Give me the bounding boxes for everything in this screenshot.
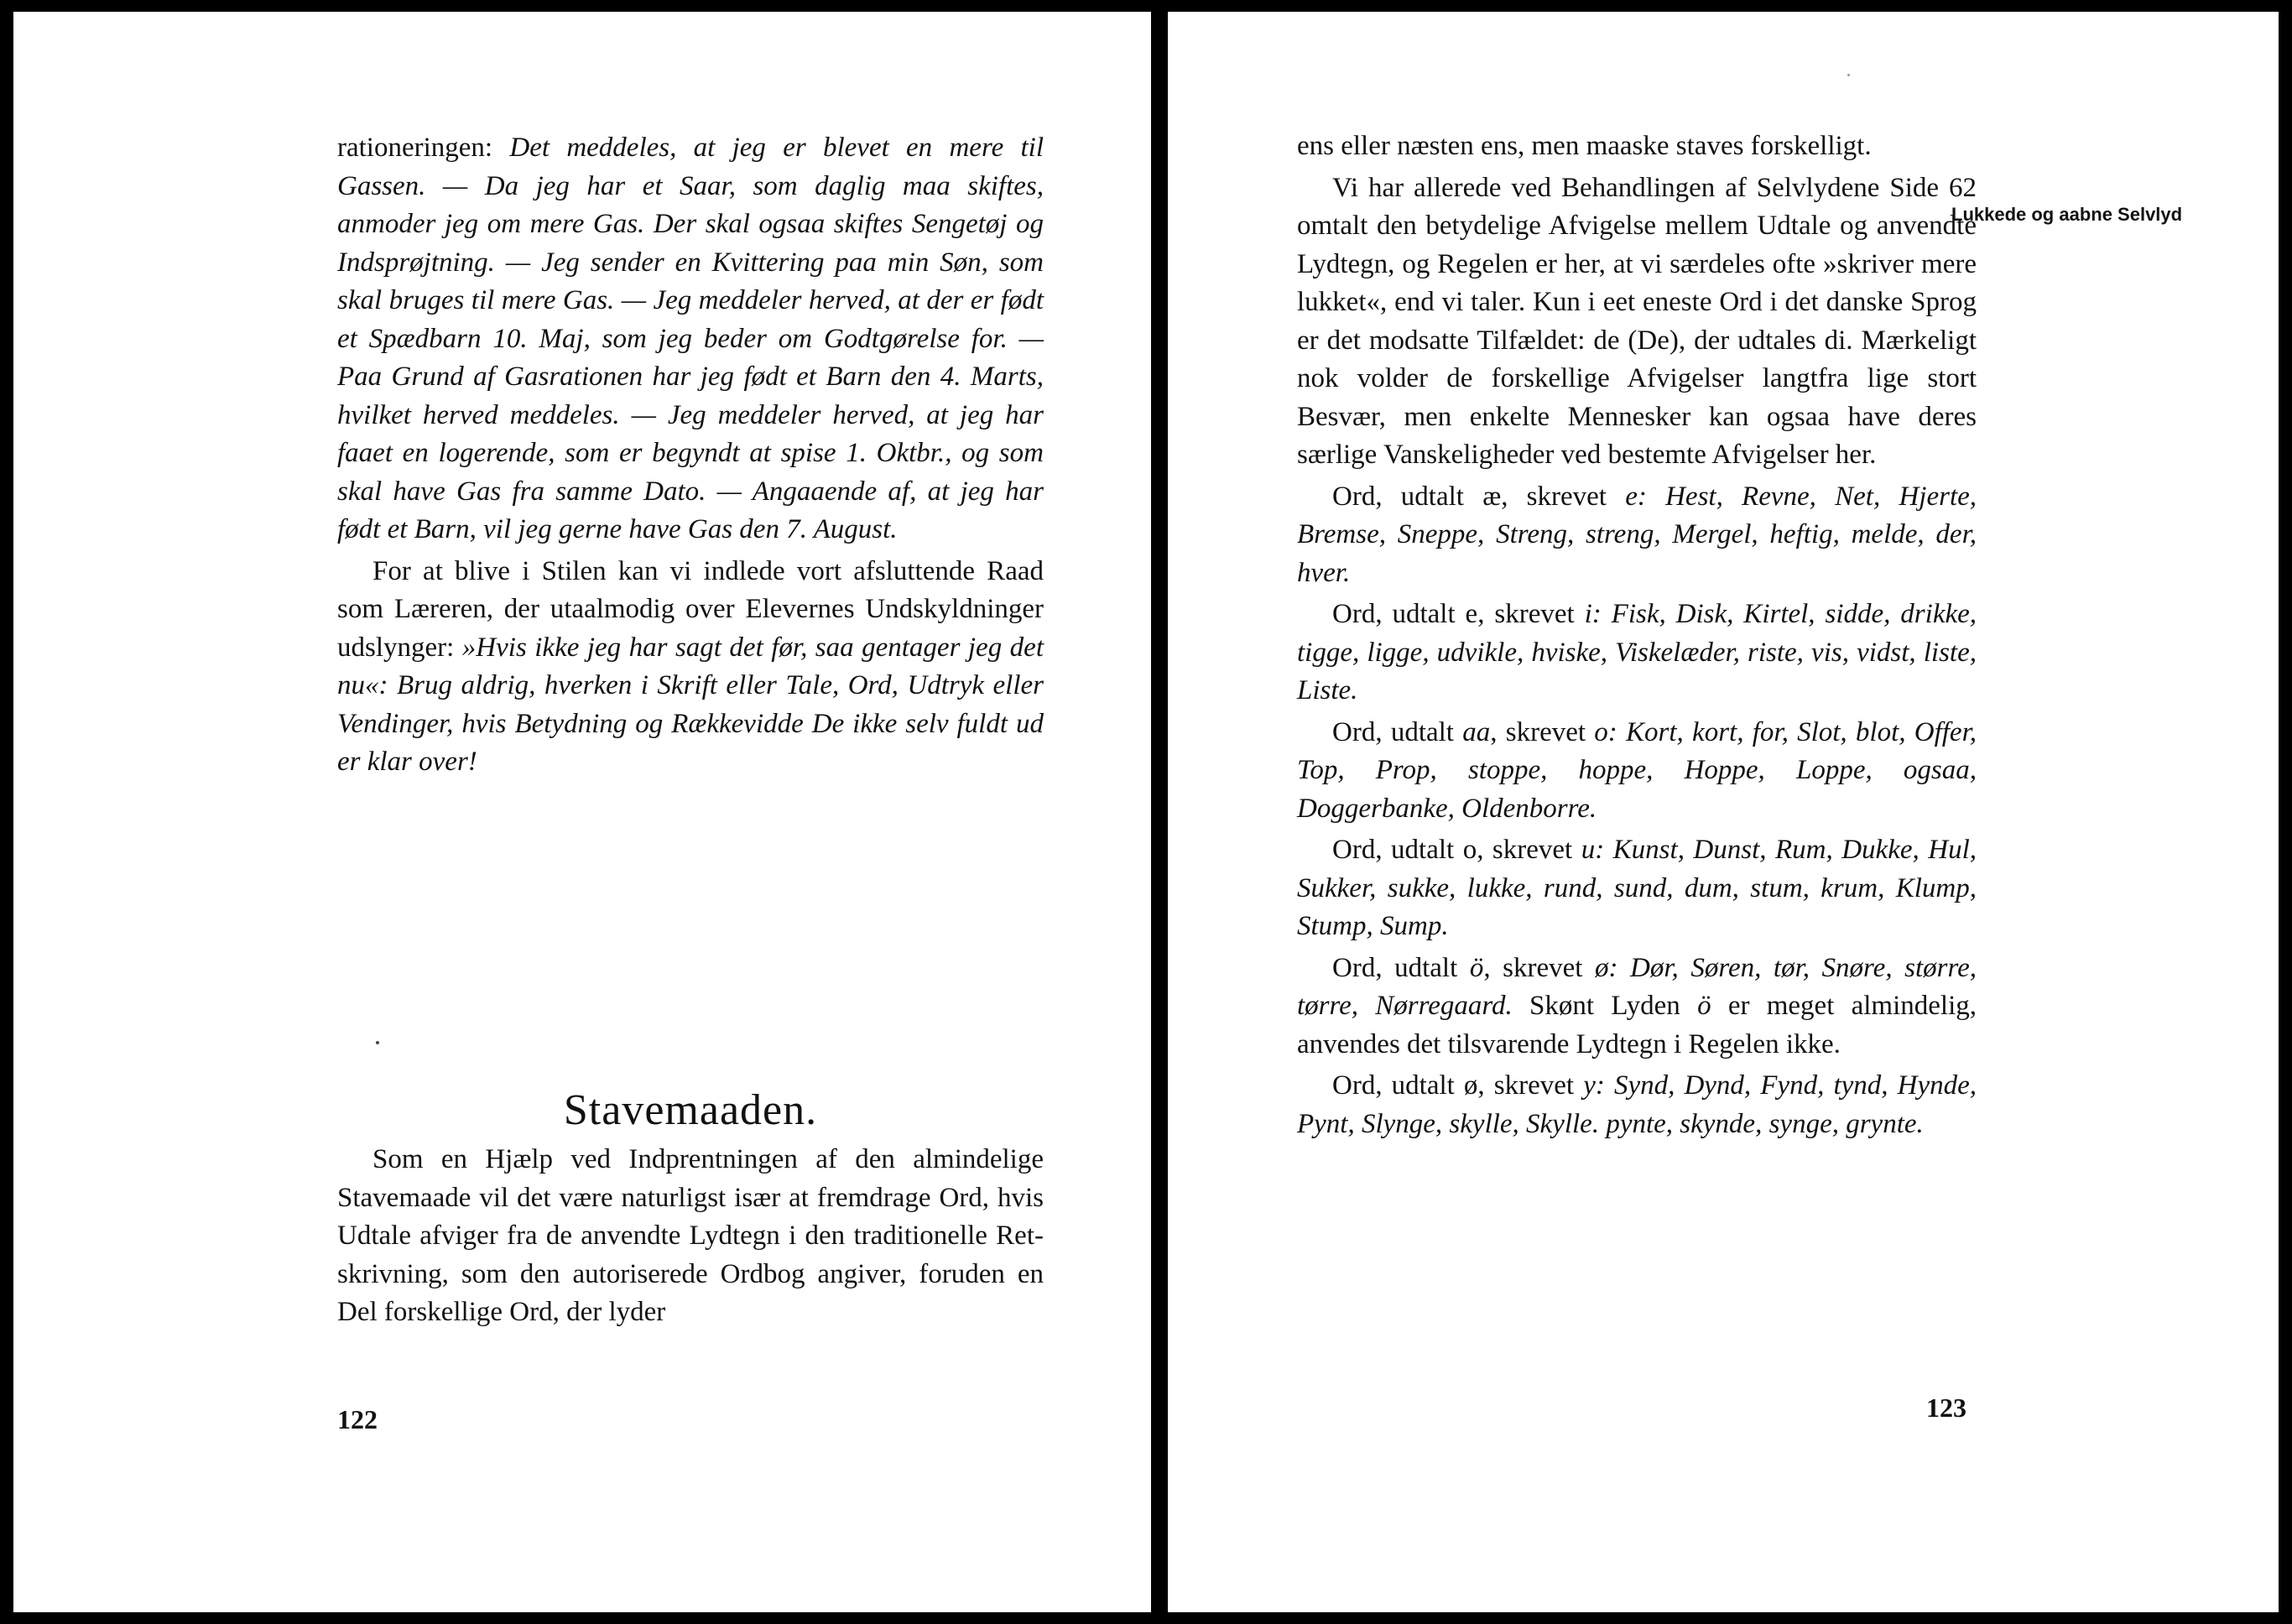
paragraph (337, 1141, 1044, 1332)
italic-text: »Hvis ikke jeg har sagt det før, saa gentager jeg det nu«: Brug aldrig, hverken i Skrift eller Tale, Ord, Udtryk eller Vendinger, hvis Betydning og Rækkevidde De ikke selv fuldt ud er klar over! (337, 632, 1044, 777)
left-page-section-body (337, 1141, 1044, 1332)
paragraph (1297, 169, 1977, 475)
margin-note: Lukkede og aabne Selvlyd (1951, 204, 2183, 225)
text-run: Ord, udtalt e, skrevet (1332, 599, 1585, 629)
paragraph (1297, 831, 1977, 946)
text-run: Ord, udtalt o, skrevet (1332, 835, 1581, 865)
italic-text: y: Synd, Dynd, Fynd, tynd, Hynde, Pynt, Slynge, skylle, Skylle. pynte, skynde, synge, grynte. (1297, 1070, 1977, 1139)
italic-text: i: Fisk, Disk, Kirtel, sidde, drikke, tigge, ligge, udvikle, hviske, Viskelæder, riste, vis, vidst, liste, Liste. (1297, 599, 1977, 705)
right-page (1168, 12, 2279, 1612)
text-run: Skønt Lyden (1512, 991, 1698, 1021)
paragraph (337, 129, 1044, 549)
italic-text: Det meddeles, at jeg er blevet en mere til Gassen. — Da jeg har et Saar, som daglig maa skiftes, anmoder jeg om mere Gas. Der skal ogsaa skiftes Sengetøj og Indsprøjtning. — Jeg sender en Kvittering paa min Søn, som skal bruges til mere Gas. — Jeg meddeler herved, at der er født et Spædbarn 10. Maj, som jeg beder om Godtgørelse for. — Paa Grund af Gasrationen har jeg født et Barn den 4. Marts, hvilket herved meddeles. — Jeg meddeler herved, at jeg har faaet en logerende, som er begyndt at spise 1. Oktbr., og som skal have Gas fra samme Dato. — Angaaende af, at jeg har født et Barn, vil jeg gerne have Gas den 7. August. (337, 133, 1044, 544)
italic-text: ø: Dør, Søren, tør, Snøre, større, tørre, Nørregaard. (1297, 952, 1977, 1021)
text-run: Som en Hjælp ved Indprentningen af den almindelige Stavemaade vil det være naturligst især at fremdrage Ord, hvis Udtale afviger fra de anvendte Lydtegn i den traditionelle Retskrivning, som den autoriserede Ordbog angiver, foruden en Del forskellige Ord, der lyder (337, 1144, 1044, 1327)
page-number-left: 122 (337, 1404, 378, 1434)
page-number-right: 123 (1926, 1392, 1966, 1423)
left-page-body (337, 129, 1044, 782)
paragraph (1297, 596, 1977, 710)
text-run: rationeringen: (337, 133, 510, 163)
paragraph (1297, 1067, 1977, 1143)
italic-text: aa (1462, 716, 1491, 747)
italic-text: e: Hest, Revne, Net, Hjerte, Bremse, Sneppe, Streng, streng, Mergel, heftig, melde, der, hver. (1297, 481, 1977, 588)
text-run: Vi har allerede ved Behandlingen af Selvlydene Side 62 omtalt den betydelige Afvigelse mellem Udtale og anvendte Lydtegn, og Regelen er her, at vi særdeles ofte »skriver mere lukket«, end vi taler. Kun i eet eneste Ord i det danske Sprog er det modsatte Tilfældet: de (De), der udtales di. Mærkeligt nok volder de forskellige Afvigelser langtfra lige stort Besvær, men enkelte Mennesker kan ogsaa have deres særlige Vanskeligheder ved bestemte Afvigelser her. (1297, 172, 1977, 470)
ink-speck (376, 1041, 379, 1044)
text-run: , skrevet (1490, 716, 1595, 747)
text-run: er meget almindelig, anvendes det tilsvarende Lydtegn i Regelen ikke. (1297, 991, 1977, 1059)
text-run: Ord, udtalt ø, skrevet (1332, 1070, 1584, 1101)
italic-text: o: Kort, kort, for, Slot, blot, Offer, Top, Prop, stoppe, hoppe, Hoppe, Loppe, ogsaa, Doggerbanke, Oldenborre. (1297, 716, 1977, 824)
paragraph (1297, 128, 1977, 166)
italic-text: ö (1469, 952, 1484, 983)
text-run: Ord, udtalt (1332, 952, 1470, 983)
text-run: Ord, udtalt æ, skrevet (1332, 481, 1626, 512)
right-page-body (1297, 128, 1977, 1143)
text-run: For at blive i Stilen kan vi indlede vort afsluttende Raad som Læreren, der utaalmodig over Elevernes Undskyldninger udslynger: (337, 555, 1044, 663)
paragraph (1297, 478, 1977, 593)
text-run: , skrevet (1483, 952, 1595, 983)
italic-text: u: Kunst, Dunst, Rum, Dukke, Hul, Sukker, sukke, lukke, rund, sund, dum, stum, krum, Klump, Stump, Sump. (1297, 835, 1977, 941)
paragraph (1297, 714, 1977, 829)
text-run: ens eller næsten ens, men maaske staves forskelligt. (1297, 131, 1872, 161)
paragraph (1297, 950, 1977, 1064)
ink-speck (1847, 74, 1850, 76)
text-run: Ord, udtalt (1332, 716, 1463, 747)
paragraph (337, 553, 1044, 782)
italic-text: ö (1697, 991, 1711, 1021)
section-heading: Stavemaaden. (563, 1086, 818, 1134)
left-page (13, 12, 1151, 1612)
